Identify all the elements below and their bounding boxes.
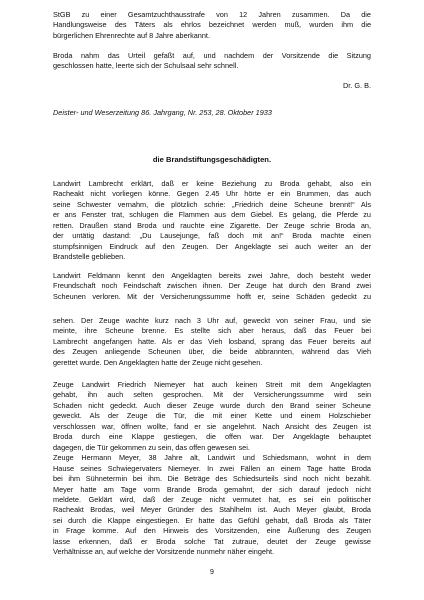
text-line: seine Schwester vernahm, die plötzlich schrie: „Friedrich deine Scheune brennt!“ Als [53,199,371,209]
author-signature: Dr. G. B. [343,81,371,90]
text-line: des Zeugen anliegende Scheunen über, die beide abbrannten, während das Vieh [53,347,371,357]
text-line: Hause seines Schwiegervaters Niemeyer. In zwei Fällen an einem Tage hatte Broda [53,463,371,473]
text-line: er ans Fenster trat, schlugen die Flammen aus dem Giebel. Es gelang, die Pferde zu [53,210,371,220]
text-line: retten. Draußen stand Broda und rauchte eine Zigarette. Der Zeuge schrie Broda an, [53,220,371,230]
text-line: meinte, ihre Scheune brenne. Es stellte sich aber heraus, daß das Feuer bei [53,326,371,336]
paragraph-niemeyer-meyer [53,380,371,558]
text-line: sehen. Der Zeuge wachte kurz nach 3 Uhr auf, geweckt von seiner Frau, und sie [53,316,371,325]
text-line: meldete. Geklärt wird, daß der Zeuge nicht vermutet hat, es sei ein politischer [53,494,371,504]
text-line: StGB zu einer Gesamtzuchthausstrafe von 12 Jahren zusammen. Da die [53,10,371,19]
section-heading: die Brandstiftungsgeschädigten. [152,155,272,164]
text-line: dagegen, die Tür gekommen zu sein, das offen gewesen sei. [53,442,250,452]
text-line: Landwirt Lambrecht erklärt, daß er keine Beziehung zu Broda gehabt, also ein [53,179,371,188]
text-line: gerettet wurde. Den Angeklagten hatte der Zeuge nicht gesehen. [53,357,263,367]
paragraph-lambrecht [53,179,371,263]
source-citation: Deister- und Weserzeitung 86. Jahrgang, Nr. 253, 28. Oktober 1933 [53,108,272,117]
text-line: verschlossen war, öffnen wollte, fand er sie angelehnt. Nach Ansicht des Zeugen ist [53,421,371,431]
text-line: Zeuge Landwirt Friedrich Niemeyer hat auch keinen Streit mit dem Angeklagten [53,380,371,389]
text-line: Broda durch eine Klappe gestiegen, die offen war. Der Angeklagte behauptet [53,432,371,442]
text-line: Landwirt Feldmann kennt den Angeklagten bereits zwei Jahre, doch besteht weder [53,271,371,280]
text-line: Freundschaft noch Feindschaft zwischen ihnen. Der Zeuge hat durch den Brand zwei [53,281,371,291]
text-line: in Frage komme. Auf den Hinweis des Vorsitzenden, eine Äußerung des Zeugen [53,526,371,536]
text-line: gehabt, ihn auch selten gesprochen. Mit der Versicherungssumme wird sein [53,390,371,400]
text-line: Zeuge Hermann Meyer, 38 Jahre alt, Landwirt und Schiedsmann, wohnt in dem [53,453,371,463]
text-line: Brandstelle geblieben. [53,252,126,262]
text-line: Scheunen verloren. Mit der Versicherungssumme hofft er, seine Schäden gedeckt zu [53,291,371,301]
text-line: geschlossen hatte, leerte sich der Schulsaal sehr schnell. [53,61,239,71]
text-line: bürgerlichen Ehrenrechte auf 8 Jahre aberkannt. [53,30,210,40]
text-line: Racheakt nicht vorliegen könne. Gegen 2.45 Uhr hörte er ein Brummen, das auch [53,189,371,199]
page-number: 9 [210,569,214,576]
text-line: Verhältnisse an, auf welche der Vorsitzende nunmehr näher eingeht. [53,547,275,557]
text-line: Racheakt Brodas, weil Meyer Gründer des Stahlhelm ist. Auch Meyer glaubt, Broda [53,505,371,515]
text-line: stumpfsinnigen Eindruck auf den Zeugen. Der Angeklagte sei auch weiter an der [53,241,371,251]
text-line: sei durch die Klappe eingestiegen. Er hatte das Gefühl gehabt, daß Broda als Täter [53,515,371,525]
text-line: Handlungsweise des Täters als ehrlos bezeichnet werden muß, wurden ihm die [53,20,371,30]
paragraph-verdict [53,10,371,41]
paragraph-feldmann-continued [53,316,371,368]
text-line: Broda nahm das Urteil gefaßt auf, und nachdem der Vorsitzende die Sitzung [53,51,371,60]
paragraph-session-closed [53,51,371,72]
text-line: Lambrecht angefangen hatte. Als er das Vieh losband, sprang das Feuer bereits auf [53,336,371,346]
text-line: Meyer hatte am Tage vorm Brande Broda gemahnt, der sich darauf jedoch nicht [53,484,371,494]
paragraph-feldmann [53,271,371,302]
text-line: der untätig dastand: „Du Lausejunge, faß doch mit an!“ Broda machte einen [53,231,371,241]
document-page [53,0,371,600]
text-line: geweckt. Als der Zeuge die Tür, die mit einer Kette und einem Holzschieber [53,411,371,421]
text-line: lasse erkennen, daß er Broda solche Tat zutraue, deutet der Zeuge gewisse [53,536,371,546]
text-line: bei ihm Sühnetermin bei ihm. Die Beträge des Schiedsurteils sind noch nicht bezahlt. [53,474,371,484]
text-line: Schaden nicht gedeckt. Auch dieser Zeuge wurde durch den Brand seiner Scheune [53,400,371,410]
